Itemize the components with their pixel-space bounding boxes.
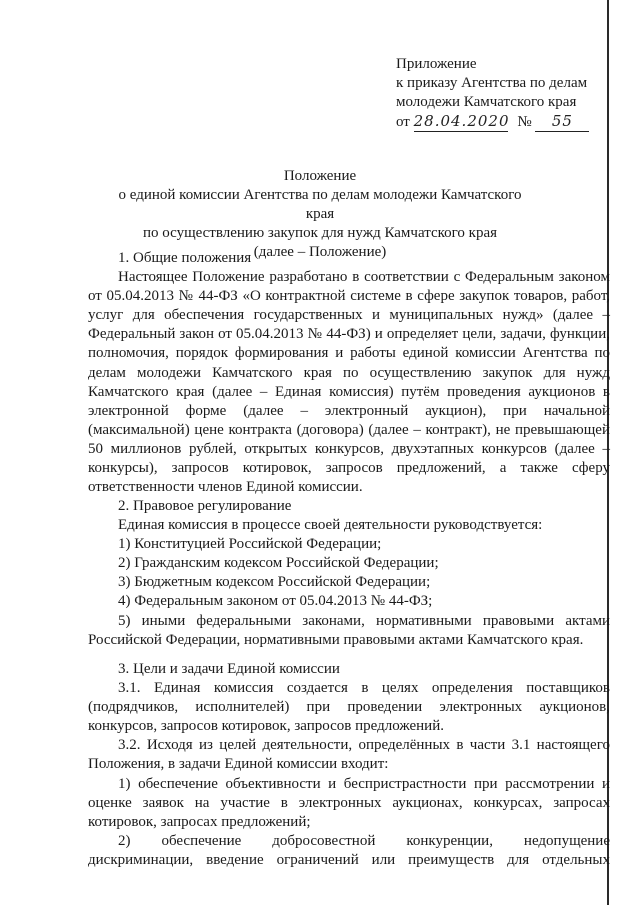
title-line: Положение xyxy=(283,168,357,184)
word: конкуренции, xyxy=(406,832,493,849)
word: обеспечение xyxy=(161,832,242,849)
section-heading: 2. Правовое регулирование xyxy=(118,498,292,514)
appendix-line: Приложение xyxy=(396,56,477,72)
paragraph-continuation: дискриминации, введение ограничений или преимуществ для отдельных xyxy=(88,851,610,868)
paragraph-first-line xyxy=(88,832,610,851)
appendix-line: к приказу Агентства по делам xyxy=(396,75,588,91)
handwritten-date: 28.04.2020 xyxy=(413,112,510,130)
paragraph: 3.1. Единая комиссия создается в целях определения поставщиков (подрядчиков, исполнителей) при проведении электронных аукционов, конкурсов, запросов котировок, запросов предложений. xyxy=(88,680,610,735)
list-item: 4) Федеральным законом от 05.04.2013 № 44-ФЗ; xyxy=(118,593,433,610)
paragraph: Настоящее Положение разработано в соответствии с Федеральным законом от 05.04.2013 № 44-ФЗ «О контрактной системе в сфере закупок товаров, работ, услуг для обеспечения государственных и муниципальных нужд» (далее – Федеральный закон от 05.04.2013 № 44-ФЗ) и определяет цели, задачи, функции, полномочия, порядок формирования и работы единой комиссии Агентства по делам молодежи Камчатского края по осуществлению закупок для нужд Камчатского края (далее – Единая комиссия) путём проведения аукционов в электронной форме (далее – электронный аукцион), при начальной (максимальной) цене контракта (договора) (далее – контракт), не превышающей 50 миллионов рублей, открытых конкурсов, двухэтапных конкурсов (далее – конкурсы), запросов котировок, запросов предложений, а также сферу ответственности членов Единой комиссии. xyxy=(88,269,610,496)
appendix-block xyxy=(396,55,606,132)
date-prefix: от xyxy=(396,114,410,130)
document-title xyxy=(110,167,530,262)
section-heading: 1. Общие положения xyxy=(118,250,252,266)
paragraph: 3.2. Исходя из целей деятельности, определённых в части 3.1 настоящего Положения, в задачи Единой комиссии входит: xyxy=(88,737,610,773)
handwritten-number: 55 xyxy=(535,112,589,132)
section-legal xyxy=(88,497,610,650)
list-item: 1) Конституцией Российской Федерации; xyxy=(118,536,382,553)
list-item: 5) иными федеральными законами, нормативными правовыми актами Российской Федерации, нормативными правовыми актами Камчатского края. xyxy=(88,612,610,648)
section-general xyxy=(88,249,610,497)
section-goals xyxy=(88,660,610,870)
title-line: о единой комиссии Агентства по делам молодежи Камчатского края xyxy=(118,187,522,222)
section-heading: 3. Цели и задачи Единой комиссии xyxy=(118,661,340,677)
appendix-line: молодежи Камчатского края xyxy=(396,94,577,110)
word: недопущение xyxy=(523,832,610,849)
paragraph: 1) обеспечение объективности и беспристрастности при рассмотрении и оценке заявок на участие в электронных аукционах, конкурсах, запросах котировок, запросах предложений; xyxy=(88,775,610,830)
title-line: по осуществлению закупок для нужд Камчатского края xyxy=(142,225,498,241)
list-item: 2) Гражданским кодексом Российской Федерации; xyxy=(118,555,439,572)
paragraph: Единая комиссия в процессе своей деятельности руководствуется: xyxy=(118,517,543,534)
list-item: 3) Бюджетным кодексом Российской Федерации; xyxy=(118,574,431,591)
title-line: (далее – Положение) xyxy=(253,244,387,260)
word: добросовестной xyxy=(272,832,376,849)
word: 2) xyxy=(118,832,131,849)
number-prefix: № xyxy=(517,114,532,130)
appendix-date-row xyxy=(396,112,606,132)
